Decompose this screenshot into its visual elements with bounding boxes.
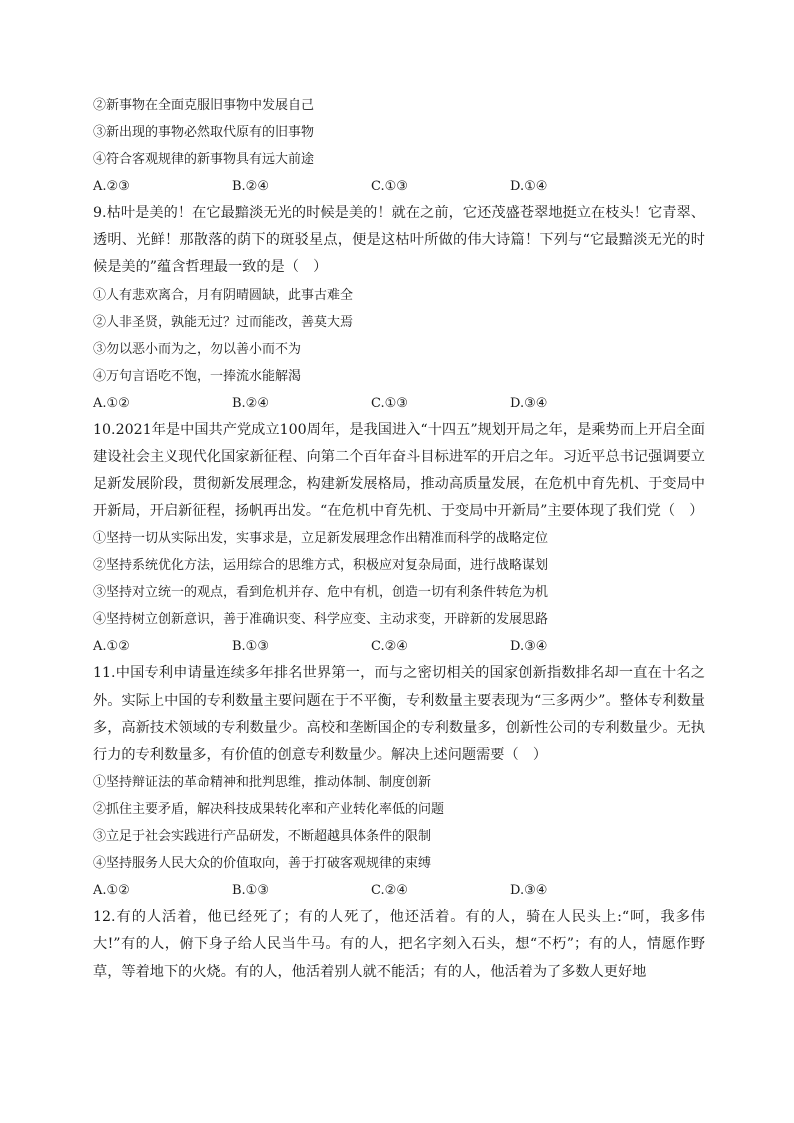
choice-c: C.②④: [371, 639, 408, 655]
choice-d: D.③④: [510, 639, 548, 655]
choice-c: C.①③: [371, 395, 408, 411]
choice-a: A.①②: [93, 883, 130, 899]
question-8-tail: [93, 92, 705, 200]
option: ③勿以恶小而为之，勿以善小而不为: [93, 341, 302, 357]
choice-b: B.②④: [232, 395, 269, 411]
answer-choices: [93, 173, 705, 200]
choice-b: B.②④: [232, 179, 269, 194]
option: ②人非圣贤，孰能无过？过而能改，善莫大焉: [93, 314, 354, 330]
page-content: [93, 92, 705, 986]
option: ②坚持系统优化方法，运用综合的思维方式，积极应对复杂局面，进行战略谋划: [93, 558, 549, 574]
option: ③新出现的事物必然取代原有的旧事物: [93, 125, 315, 140]
question-9: [93, 200, 705, 417]
answer-choices: [93, 877, 705, 904]
choice-d: D.①④: [510, 179, 548, 194]
option: ③立足于社会实践进行产品研发，不断超越具体条件的限制: [93, 829, 432, 845]
question-stem: 12.有的人活着，他已经死了；有的人死了，他还活着。有的人，骑在人民头上:“呵，我多伟大!”有的人，俯下身子给人民当牛马。有的人，把名字刻入石头，想“不朽”；有的人，情愿作野草，等着地下的火烧。有的人，他活着别人就不能活；有的人，他活着为了多数人更好地: [93, 909, 705, 980]
answer-choices: [93, 633, 705, 660]
choice-a: A.①②: [93, 639, 130, 655]
choice-a: A.②③: [93, 179, 130, 194]
option: ④坚持服务人民大众的价值取向，善于打破客观规律的束缚: [93, 856, 432, 872]
option: ④万句言语吃不饱，一捧流水能解渴: [93, 368, 302, 384]
choice-a: A.①②: [93, 395, 130, 411]
option: ②新事物在全面克服旧事物中发展自己: [93, 98, 315, 113]
question-12: [93, 904, 705, 986]
option: ③坚持对立统一的观点，看到危机并存、危中有机，创造一切有利条件转危为机: [93, 585, 549, 601]
question-stem: 11.中国专利申请量连续多年排名世界第一，而与之密切相关的国家创新指数排名却一直在十名之外。实际上中国的专利数量主要问题在于不平衡，专利数量主要表现为“三多两少”。整体专利数量多，高新技术领域的专利数量少。高校和垄断国企的专利数量多，创新性公司的专利数量少。无执行力的专利数量多，有价值的创意专利数量少。解决上述问题需要（ ）: [93, 665, 705, 764]
option: ④符合客观规律的新事物具有远大前途: [93, 152, 315, 167]
question-10: [93, 417, 705, 661]
option: ①坚持一切从实际出发，实事求是，立足新发展理念作出精准而科学的战略定位: [93, 531, 549, 547]
question-11: [93, 660, 705, 904]
option: ④坚持树立创新意识，善于准确识变、科学应变、主动求变，开辟新的发展思路: [93, 612, 549, 628]
question-stem: 9.枯叶是美的！在它最黯淡无光的时候是美的！就在之前，它还茂盛苍翠地挺立在枝头！它青翠、透明、光鲜！那散落的荫下的斑驳星点，便是这枯叶所做的伟大诗篇！下列与“它最黯淡无光的时候是美的”蕴含哲理最一致的是（ ）: [93, 205, 705, 276]
choice-d: D.③④: [510, 395, 548, 411]
answer-choices: [93, 390, 705, 417]
choice-b: B.①③: [232, 883, 269, 899]
choice-c: C.①③: [371, 179, 408, 194]
option: ①人有悲欢离合，月有阴晴圆缺，此事古难全: [93, 287, 354, 303]
choice-c: C.②④: [371, 883, 408, 899]
choice-d: D.③④: [510, 883, 548, 899]
choice-b: B.①③: [232, 639, 269, 655]
option: ②抓住主要矛盾，解决科技成果转化率和产业转化率低的问题: [93, 802, 445, 818]
option: ①坚持辩证法的革命精神和批判思维，推动体制、制度创新: [93, 775, 432, 791]
question-stem: 10.2021年是中国共产党成立100周年，是我国进入“十四五”规划开局之年，是乘势而上开启全面建设社会主义现代化国家新征程、向第二个百年奋斗目标进军的开启之年。习近平总书记强调要立足新发展阶段，贯彻新发展理念，构建新发展格局，推动高质量发展，在危机中育先机、于变局中开新局，开启新征程，扬帆再出发。“在危机中育先机、于变局中开新局”主要体现了我们党（ ）: [93, 421, 705, 520]
